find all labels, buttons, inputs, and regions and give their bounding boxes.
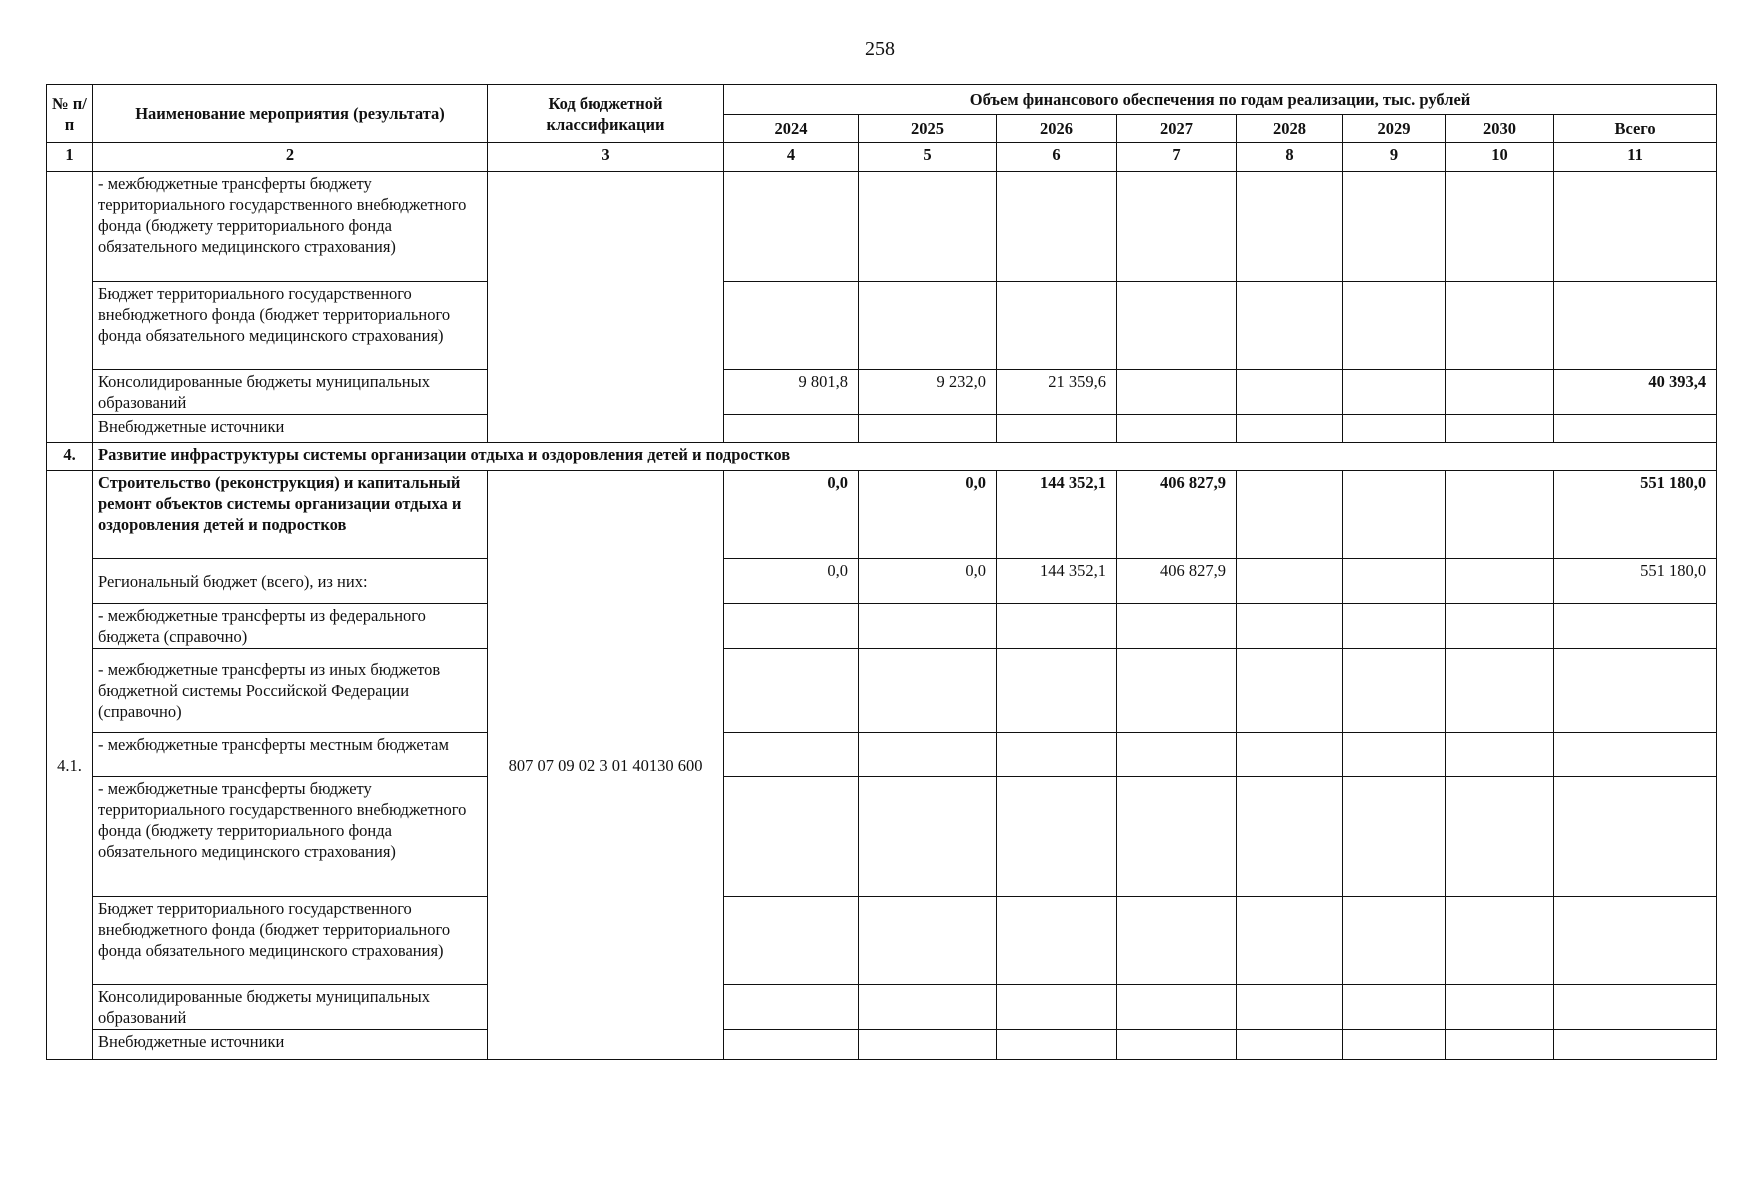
value-cell [724, 897, 859, 985]
value-cell: 144 352,1 [997, 471, 1117, 559]
column-number: 6 [997, 143, 1117, 172]
value-cell [1343, 559, 1446, 604]
value-cell [1446, 282, 1554, 370]
row-name: Консолидированные бюджеты муниципальных образований [93, 985, 488, 1030]
item-code: 807 07 09 02 3 01 40130 600 [488, 471, 724, 1060]
value-cell: 9 801,8 [724, 370, 859, 415]
code-cell [488, 172, 724, 443]
value-cell [1237, 282, 1343, 370]
value-cell [1237, 649, 1343, 733]
value-cell [1446, 604, 1554, 649]
header-year: 2024 [724, 115, 859, 143]
section-title: Развитие инфраструктуры системы организации отдыха и оздоровления детей и подростков [93, 443, 1717, 471]
table-row [47, 604, 1717, 649]
value-cell [1117, 649, 1237, 733]
value-cell [1117, 733, 1237, 777]
value-cell [1446, 471, 1554, 559]
header-code: Код бюджетной классификации [488, 85, 724, 143]
value-cell [1343, 733, 1446, 777]
value-cell [1237, 415, 1343, 443]
column-number: 1 [47, 143, 93, 172]
value-cell: 0,0 [859, 559, 997, 604]
value-cell: 406 827,9 [1117, 559, 1237, 604]
value-cell: 144 352,1 [997, 559, 1117, 604]
value-cell [1343, 897, 1446, 985]
value-cell [997, 733, 1117, 777]
value-cell [997, 777, 1117, 897]
header-num: № п/п [47, 85, 93, 143]
column-number: 5 [859, 143, 997, 172]
value-cell [1343, 777, 1446, 897]
total-cell [1554, 604, 1717, 649]
value-cell [1446, 649, 1554, 733]
value-cell: 0,0 [724, 471, 859, 559]
value-cell [997, 1030, 1117, 1060]
page-number: 258 [865, 38, 895, 60]
value-cell [724, 649, 859, 733]
total-cell [1554, 777, 1717, 897]
value-cell [859, 733, 997, 777]
value-cell [1117, 604, 1237, 649]
value-cell [1237, 559, 1343, 604]
section-number: 4. [47, 443, 93, 471]
value-cell: 0,0 [724, 559, 859, 604]
value-cell [997, 897, 1117, 985]
value-cell [1343, 649, 1446, 733]
value-cell [1446, 559, 1554, 604]
value-cell [724, 733, 859, 777]
value-cell [724, 985, 859, 1030]
value-cell [1343, 415, 1446, 443]
header-year: 2027 [1117, 115, 1237, 143]
value-cell [859, 415, 997, 443]
table-row [47, 172, 1717, 282]
column-number: 3 [488, 143, 724, 172]
value-cell: 9 232,0 [859, 370, 997, 415]
table-row [47, 649, 1717, 733]
table-row [47, 282, 1717, 370]
value-cell [1117, 985, 1237, 1030]
total-cell [1554, 649, 1717, 733]
row-name: Консолидированные бюджеты муниципальных образований [93, 370, 488, 415]
column-number: 2 [93, 143, 488, 172]
value-cell [997, 282, 1117, 370]
item-number: 4.1. [47, 471, 93, 1060]
value-cell [1237, 733, 1343, 777]
value-cell [1117, 777, 1237, 897]
total-cell [1554, 415, 1717, 443]
value-cell [724, 415, 859, 443]
column-number: 8 [1237, 143, 1343, 172]
value-cell [859, 897, 997, 985]
value-cell [1446, 1030, 1554, 1060]
table-row [47, 1030, 1717, 1060]
value-cell [997, 649, 1117, 733]
total-cell [1554, 897, 1717, 985]
total-cell [1554, 172, 1717, 282]
column-number: 11 [1554, 143, 1717, 172]
total-cell [1554, 282, 1717, 370]
value-cell [859, 1030, 997, 1060]
table-row [47, 415, 1717, 443]
value-cell [1446, 985, 1554, 1030]
value-cell [859, 777, 997, 897]
value-cell [1343, 985, 1446, 1030]
value-cell [859, 985, 997, 1030]
value-cell [1343, 604, 1446, 649]
row-name: Строительство (реконструкция) и капитальный ремонт объектов системы организации отдыха и оздоровления детей и подростков [93, 471, 488, 559]
row-name: - межбюджетные трансферты из федерального бюджета (справочно) [93, 604, 488, 649]
value-cell [1117, 897, 1237, 985]
header-year: 2030 [1446, 115, 1554, 143]
value-cell [1343, 370, 1446, 415]
total-cell: 551 180,0 [1554, 559, 1717, 604]
value-cell [1343, 471, 1446, 559]
table-row [47, 897, 1717, 985]
table-row [47, 370, 1717, 415]
table-row [47, 733, 1717, 777]
section-row [47, 443, 1717, 471]
value-cell: 406 827,9 [1117, 471, 1237, 559]
value-cell [1446, 897, 1554, 985]
value-cell [859, 649, 997, 733]
value-cell [1343, 1030, 1446, 1060]
table-row [47, 559, 1717, 604]
table-row [47, 777, 1717, 897]
budget-table [46, 84, 1717, 1060]
header-year: 2028 [1237, 115, 1343, 143]
value-cell: 0,0 [859, 471, 997, 559]
value-cell: 21 359,6 [997, 370, 1117, 415]
value-cell [724, 172, 859, 282]
total-cell: 551 180,0 [1554, 471, 1717, 559]
value-cell [997, 415, 1117, 443]
value-cell [997, 604, 1117, 649]
value-cell [859, 172, 997, 282]
value-cell [1237, 370, 1343, 415]
value-cell [724, 777, 859, 897]
value-cell [1117, 172, 1237, 282]
value-cell [997, 172, 1117, 282]
column-number-row [47, 143, 1717, 172]
value-cell [1446, 172, 1554, 282]
header-name: Наименование мероприятия (результата) [93, 85, 488, 143]
value-cell [1237, 604, 1343, 649]
header-year: 2029 [1343, 115, 1446, 143]
value-cell [1343, 282, 1446, 370]
value-cell [1446, 370, 1554, 415]
value-cell [1446, 415, 1554, 443]
table-row [47, 471, 1717, 559]
header-year: 2025 [859, 115, 997, 143]
value-cell [1237, 471, 1343, 559]
value-cell [724, 604, 859, 649]
header-total: Всего [1554, 115, 1717, 143]
row-name: - межбюджетные трансферты бюджету территориального государственного внебюджетного фонда (бюджету территориального фонда обязательного медицинского страхования) [93, 777, 488, 897]
value-cell [1446, 733, 1554, 777]
value-cell [997, 985, 1117, 1030]
value-cell [724, 282, 859, 370]
value-cell [1237, 897, 1343, 985]
value-cell [1237, 985, 1343, 1030]
header-year: 2026 [997, 115, 1117, 143]
value-cell [1237, 1030, 1343, 1060]
value-cell [859, 604, 997, 649]
column-number: 7 [1117, 143, 1237, 172]
value-cell [1237, 172, 1343, 282]
row-name: Внебюджетные источники [93, 415, 488, 443]
column-number: 4 [724, 143, 859, 172]
column-number: 9 [1343, 143, 1446, 172]
total-cell [1554, 985, 1717, 1030]
value-cell [1117, 1030, 1237, 1060]
value-cell [1117, 370, 1237, 415]
row-name: Бюджет территориального государственного внебюджетного фонда (бюджет территориального фонда обязательного медицинского страхования) [93, 282, 488, 370]
value-cell [1343, 172, 1446, 282]
row-name: - межбюджетные трансферты бюджету территориального государственного внебюджетного фонда (бюджету территориального фонда обязательного медицинского страхования) [93, 172, 488, 282]
value-cell [859, 282, 997, 370]
row-name: Внебюджетные источники [93, 1030, 488, 1060]
row-name: - межбюджетные трансферты местным бюджетам [93, 733, 488, 777]
total-cell: 40 393,4 [1554, 370, 1717, 415]
row-name: Региональный бюджет (всего), из них: [93, 559, 488, 604]
value-cell [724, 1030, 859, 1060]
value-cell [1117, 415, 1237, 443]
value-cell [1446, 777, 1554, 897]
total-cell [1554, 1030, 1717, 1060]
row-number-cell [47, 172, 93, 443]
total-cell [1554, 733, 1717, 777]
table-row [47, 985, 1717, 1030]
row-name: - межбюджетные трансферты из иных бюджетов бюджетной системы Российской Федерации (справочно) [93, 649, 488, 733]
row-name: Бюджет территориального государственного внебюджетного фонда (бюджет территориального фонда обязательного медицинского страхования) [93, 897, 488, 985]
header-volume: Объем финансового обеспечения по годам реализации, тыс. рублей [724, 85, 1717, 115]
column-number: 10 [1446, 143, 1554, 172]
value-cell [1117, 282, 1237, 370]
value-cell [1237, 777, 1343, 897]
